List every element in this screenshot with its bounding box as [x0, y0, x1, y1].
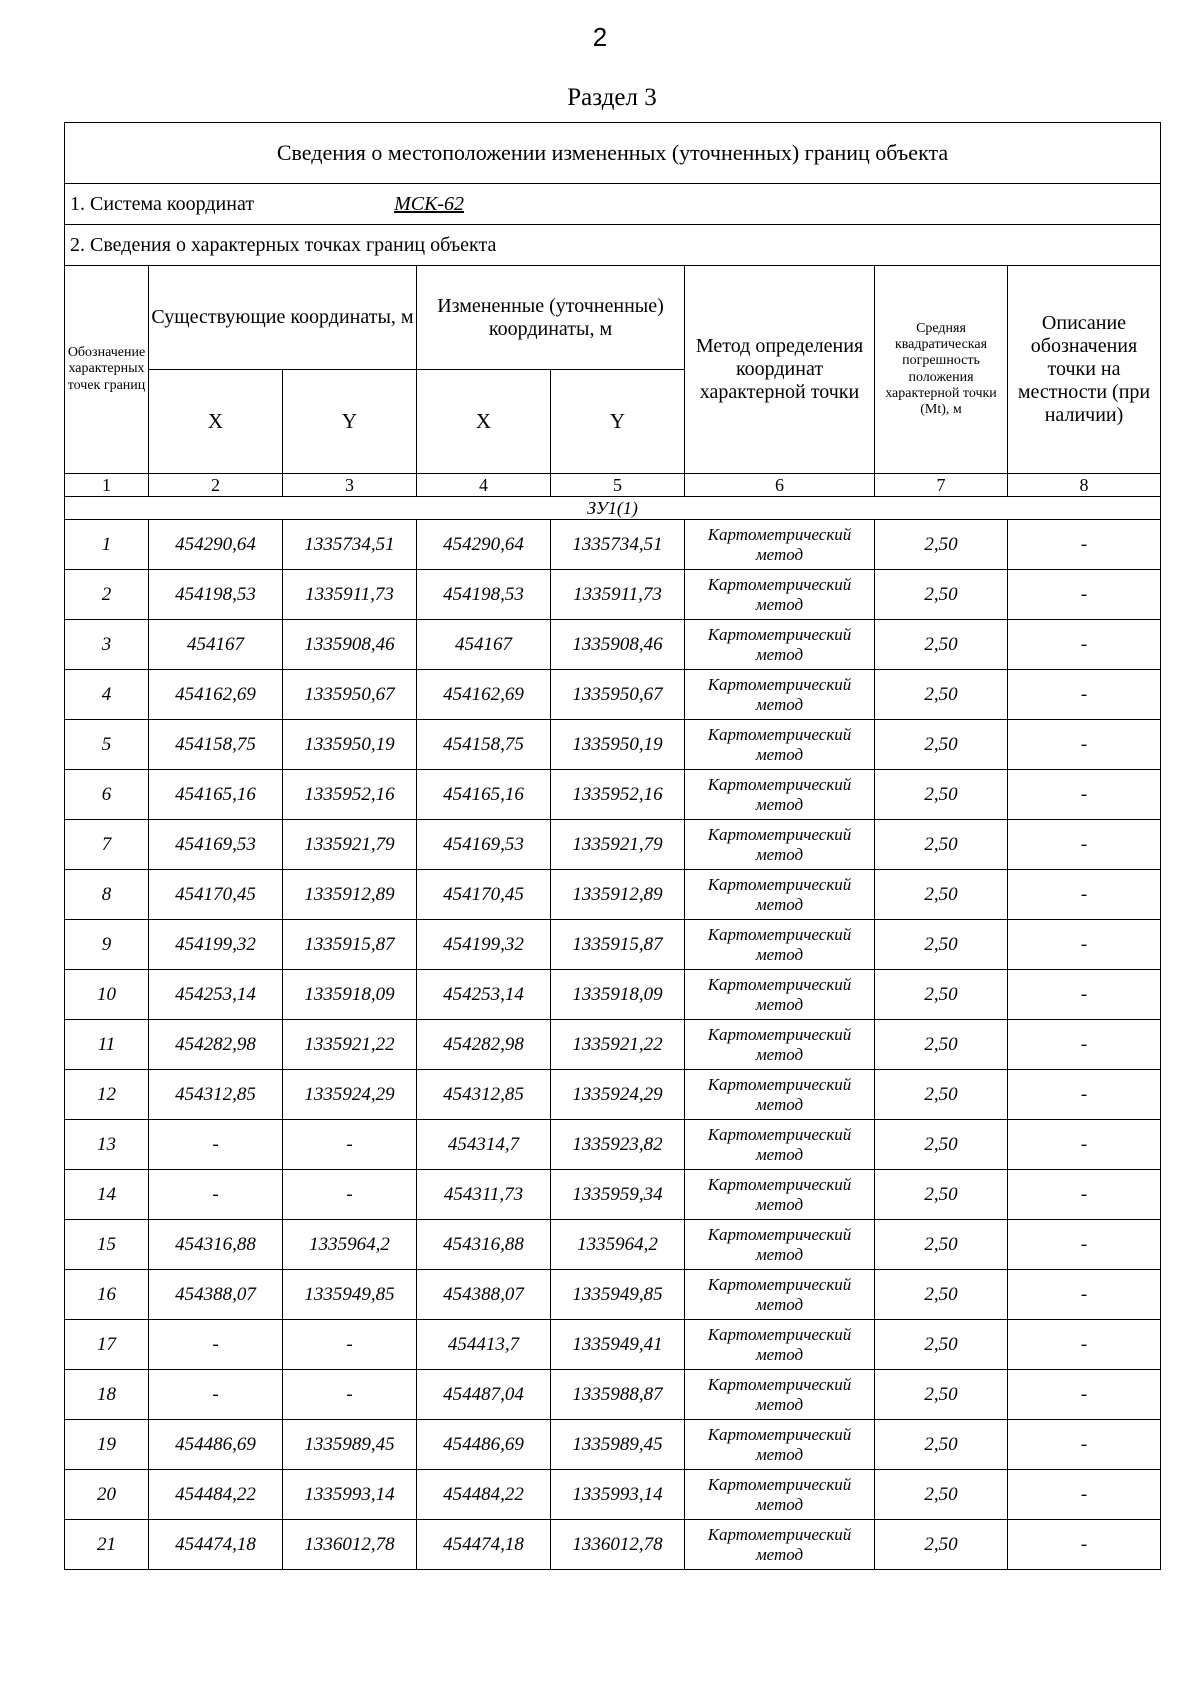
point-number-cell: 19: [65, 1420, 149, 1470]
point-description-cell: -: [1008, 920, 1161, 970]
coordinates-table: [64, 122, 1161, 1570]
mt-error-cell: 2,50: [875, 720, 1008, 770]
point-description-cell: -: [1008, 1120, 1161, 1170]
existing-y-cell: 1335915,87: [283, 920, 417, 970]
method-cell: Картометрический метод: [685, 1070, 875, 1120]
existing-y-cell: 1335964,2: [283, 1220, 417, 1270]
changed-x-cell: 454314,7: [417, 1120, 551, 1170]
mt-error-cell: 2,50: [875, 670, 1008, 720]
point-description-cell: -: [1008, 1170, 1161, 1220]
changed-y-cell: 1335924,29: [551, 1070, 685, 1120]
table-row: [65, 1220, 1161, 1270]
zone-label: ЗУ1(1): [65, 497, 1161, 520]
method-cell: Картометрический метод: [685, 970, 875, 1020]
changed-y-cell: 1335912,89: [551, 870, 685, 920]
existing-x-cell: 454198,53: [149, 570, 283, 620]
existing-y-cell: 1335921,79: [283, 820, 417, 870]
existing-y-cell: 1336012,78: [283, 1520, 417, 1570]
existing-x-cell: -: [149, 1170, 283, 1220]
existing-y-cell: 1335993,14: [283, 1470, 417, 1520]
method-cell: Картометрический метод: [685, 1170, 875, 1220]
col-number: 7: [875, 474, 1008, 497]
method-cell: Картометрический метод: [685, 520, 875, 570]
table-row: [65, 1470, 1161, 1520]
mt-error-cell: 2,50: [875, 1270, 1008, 1320]
point-description-cell: -: [1008, 1370, 1161, 1420]
point-number-cell: 1: [65, 520, 149, 570]
point-number-cell: 4: [65, 670, 149, 720]
changed-x-cell: 454158,75: [417, 720, 551, 770]
changed-x-cell: 454165,16: [417, 770, 551, 820]
existing-y-cell: 1335989,45: [283, 1420, 417, 1470]
header-point: Обозначение характерных точек границ: [65, 266, 149, 474]
changed-x-cell: 454199,32: [417, 920, 551, 970]
mt-error-cell: 2,50: [875, 520, 1008, 570]
changed-x-cell: 454474,18: [417, 1520, 551, 1570]
method-cell: Картометрический метод: [685, 620, 875, 670]
existing-y-cell: 1335911,73: [283, 570, 417, 620]
existing-x-cell: -: [149, 1370, 283, 1420]
col-number: 8: [1008, 474, 1161, 497]
existing-y-cell: 1335949,85: [283, 1270, 417, 1320]
col-number: 3: [283, 474, 417, 497]
method-cell: Картометрический метод: [685, 1420, 875, 1470]
col-number: 1: [65, 474, 149, 497]
existing-x-cell: 454316,88: [149, 1220, 283, 1270]
changed-y-cell: 1335915,87: [551, 920, 685, 970]
existing-x-cell: 454253,14: [149, 970, 283, 1020]
method-cell: Картометрический метод: [685, 1020, 875, 1070]
existing-y-cell: 1335918,09: [283, 970, 417, 1020]
changed-y-cell: 1335950,19: [551, 720, 685, 770]
method-cell: Картометрический метод: [685, 1520, 875, 1570]
point-number-cell: 21: [65, 1520, 149, 1570]
existing-y-cell: -: [283, 1370, 417, 1420]
changed-x-cell: 454170,45: [417, 870, 551, 920]
table-row: [65, 1420, 1161, 1470]
table-row: [65, 920, 1161, 970]
point-description-cell: -: [1008, 820, 1161, 870]
mt-error-cell: 2,50: [875, 1420, 1008, 1470]
col-number: 2: [149, 474, 283, 497]
table-row: [65, 820, 1161, 870]
existing-x-cell: 454165,16: [149, 770, 283, 820]
existing-y-cell: 1335952,16: [283, 770, 417, 820]
existing-y-cell: 1335912,89: [283, 870, 417, 920]
changed-x-cell: 454162,69: [417, 670, 551, 720]
point-description-cell: -: [1008, 1220, 1161, 1270]
header-existing-y: Y: [283, 370, 417, 474]
table-row: [65, 670, 1161, 720]
point-number-cell: 11: [65, 1020, 149, 1070]
changed-x-cell: 454311,73: [417, 1170, 551, 1220]
point-number-cell: 15: [65, 1220, 149, 1270]
table-row: [65, 1070, 1161, 1120]
method-cell: Картометрический метод: [685, 1370, 875, 1420]
point-number-cell: 13: [65, 1120, 149, 1170]
header-method: Метод определения координат характерной точки: [685, 266, 875, 474]
changed-y-cell: 1335964,2: [551, 1220, 685, 1270]
header-existing-x: X: [149, 370, 283, 474]
page-number: 2: [592, 22, 608, 52]
existing-y-cell: 1335950,67: [283, 670, 417, 720]
coord-system-value: МСК-62: [394, 192, 465, 215]
coord-system-row: [65, 184, 1161, 225]
method-cell: Картометрический метод: [685, 670, 875, 720]
existing-y-cell: 1335734,51: [283, 520, 417, 570]
header-error: Средняя квадратическая погрешность положения характерной точки (Mt), м: [875, 266, 1008, 474]
table-row: [65, 620, 1161, 670]
point-description-cell: -: [1008, 620, 1161, 670]
changed-y-cell: 1335911,73: [551, 570, 685, 620]
col-number: 5: [551, 474, 685, 497]
existing-x-cell: 454312,85: [149, 1070, 283, 1120]
points-heading: 2. Сведения о характерных точках границ объекта: [65, 225, 1161, 266]
changed-y-cell: 1335923,82: [551, 1120, 685, 1170]
existing-x-cell: 454486,69: [149, 1420, 283, 1470]
table-row: [65, 1370, 1161, 1420]
header-description: Описание обозначения точки на местности (при наличии): [1008, 266, 1161, 474]
mt-error-cell: 2,50: [875, 970, 1008, 1020]
mt-error-cell: 2,50: [875, 1470, 1008, 1520]
point-description-cell: -: [1008, 670, 1161, 720]
existing-y-cell: 1335908,46: [283, 620, 417, 670]
existing-y-cell: 1335950,19: [283, 720, 417, 770]
existing-x-cell: 454282,98: [149, 1020, 283, 1070]
table-row: [65, 770, 1161, 820]
point-description-cell: -: [1008, 1270, 1161, 1320]
changed-x-cell: 454169,53: [417, 820, 551, 870]
col-number: 4: [417, 474, 551, 497]
changed-y-cell: 1335952,16: [551, 770, 685, 820]
point-description-cell: -: [1008, 870, 1161, 920]
existing-x-cell: 454170,45: [149, 870, 283, 920]
point-description-cell: -: [1008, 1070, 1161, 1120]
changed-x-cell: 454487,04: [417, 1370, 551, 1420]
existing-x-cell: 454167: [149, 620, 283, 670]
point-number-cell: 16: [65, 1270, 149, 1320]
point-number-cell: 18: [65, 1370, 149, 1420]
existing-x-cell: 454290,64: [149, 520, 283, 570]
table-row: [65, 1120, 1161, 1170]
point-number-cell: 14: [65, 1170, 149, 1220]
mt-error-cell: 2,50: [875, 1320, 1008, 1370]
changed-x-cell: 454282,98: [417, 1020, 551, 1070]
point-number-cell: 17: [65, 1320, 149, 1370]
changed-x-cell: 454253,14: [417, 970, 551, 1020]
point-description-cell: -: [1008, 1020, 1161, 1070]
mt-error-cell: 2,50: [875, 1520, 1008, 1570]
table-row: [65, 1320, 1161, 1370]
existing-x-cell: 454162,69: [149, 670, 283, 720]
existing-y-cell: -: [283, 1320, 417, 1370]
header-changed-x: X: [417, 370, 551, 474]
changed-y-cell: 1335950,67: [551, 670, 685, 720]
column-numbers-row: [65, 474, 1161, 497]
changed-y-cell: 1335921,22: [551, 1020, 685, 1070]
changed-x-cell: 454198,53: [417, 570, 551, 620]
table-row: [65, 1520, 1161, 1570]
method-cell: Картометрический метод: [685, 1270, 875, 1320]
changed-y-cell: 1335921,79: [551, 820, 685, 870]
method-cell: Картометрический метод: [685, 1320, 875, 1370]
coord-system-label: 1. Система координат: [70, 192, 255, 215]
method-cell: Картометрический метод: [685, 570, 875, 620]
method-cell: Картометрический метод: [685, 820, 875, 870]
table-row: [65, 1020, 1161, 1070]
changed-y-cell: 1335959,34: [551, 1170, 685, 1220]
table-row: [65, 870, 1161, 920]
point-number-cell: 5: [65, 720, 149, 770]
existing-x-cell: 454169,53: [149, 820, 283, 870]
existing-y-cell: -: [283, 1170, 417, 1220]
method-cell: Картометрический метод: [685, 920, 875, 970]
mt-error-cell: 2,50: [875, 820, 1008, 870]
changed-x-cell: 454167: [417, 620, 551, 670]
changed-y-cell: 1335949,85: [551, 1270, 685, 1320]
existing-x-cell: -: [149, 1120, 283, 1170]
existing-y-cell: 1335924,29: [283, 1070, 417, 1120]
existing-x-cell: 454484,22: [149, 1470, 283, 1520]
table-row: [65, 720, 1161, 770]
method-cell: Картометрический метод: [685, 1220, 875, 1270]
point-description-cell: -: [1008, 1320, 1161, 1370]
changed-y-cell: 1335918,09: [551, 970, 685, 1020]
existing-y-cell: -: [283, 1120, 417, 1170]
changed-x-cell: 454413,7: [417, 1320, 551, 1370]
changed-x-cell: 454484,22: [417, 1470, 551, 1520]
changed-x-cell: 454312,85: [417, 1070, 551, 1120]
mt-error-cell: 2,50: [875, 620, 1008, 670]
col-number: 6: [685, 474, 875, 497]
point-number-cell: 12: [65, 1070, 149, 1120]
changed-y-cell: 1335734,51: [551, 520, 685, 570]
mt-error-cell: 2,50: [875, 1020, 1008, 1070]
changed-x-cell: 454316,88: [417, 1220, 551, 1270]
method-cell: Картометрический метод: [685, 870, 875, 920]
point-description-cell: -: [1008, 570, 1161, 620]
point-description-cell: -: [1008, 1520, 1161, 1570]
method-cell: Картометрический метод: [685, 770, 875, 820]
method-cell: Картометрический метод: [685, 720, 875, 770]
header-changed: Измененные (уточненные) координаты, м: [417, 266, 685, 370]
mt-error-cell: 2,50: [875, 570, 1008, 620]
point-number-cell: 8: [65, 870, 149, 920]
changed-x-cell: 454486,69: [417, 1420, 551, 1470]
changed-y-cell: 1335989,45: [551, 1420, 685, 1470]
table-row: [65, 1170, 1161, 1220]
point-number-cell: 6: [65, 770, 149, 820]
table-row: [65, 570, 1161, 620]
method-cell: Картометрический метод: [685, 1120, 875, 1170]
existing-x-cell: 454474,18: [149, 1520, 283, 1570]
point-description-cell: -: [1008, 1420, 1161, 1470]
existing-x-cell: 454388,07: [149, 1270, 283, 1320]
point-description-cell: -: [1008, 770, 1161, 820]
header-changed-y: Y: [551, 370, 685, 474]
changed-y-cell: 1335988,87: [551, 1370, 685, 1420]
table-caption: Сведения о местоположении измененных (уточненных) границ объекта: [65, 123, 1161, 184]
existing-x-cell: 454199,32: [149, 920, 283, 970]
point-number-cell: 7: [65, 820, 149, 870]
existing-x-cell: -: [149, 1320, 283, 1370]
mt-error-cell: 2,50: [875, 1070, 1008, 1120]
point-number-cell: 2: [65, 570, 149, 620]
existing-y-cell: 1335921,22: [283, 1020, 417, 1070]
changed-x-cell: 454388,07: [417, 1270, 551, 1320]
mt-error-cell: 2,50: [875, 1120, 1008, 1170]
changed-y-cell: 1335993,14: [551, 1470, 685, 1520]
table-row: [65, 520, 1161, 570]
mt-error-cell: 2,50: [875, 770, 1008, 820]
point-description-cell: -: [1008, 720, 1161, 770]
mt-error-cell: 2,50: [875, 870, 1008, 920]
point-number-cell: 3: [65, 620, 149, 670]
changed-y-cell: 1336012,78: [551, 1520, 685, 1570]
changed-x-cell: 454290,64: [417, 520, 551, 570]
changed-y-cell: 1335949,41: [551, 1320, 685, 1370]
point-number-cell: 10: [65, 970, 149, 1020]
mt-error-cell: 2,50: [875, 1220, 1008, 1270]
table-row: [65, 970, 1161, 1020]
point-number-cell: 9: [65, 920, 149, 970]
mt-error-cell: 2,50: [875, 1370, 1008, 1420]
point-description-cell: -: [1008, 970, 1161, 1020]
changed-y-cell: 1335908,46: [551, 620, 685, 670]
section-title: Раздел 3: [567, 84, 657, 111]
mt-error-cell: 2,50: [875, 920, 1008, 970]
mt-error-cell: 2,50: [875, 1170, 1008, 1220]
point-number-cell: 20: [65, 1470, 149, 1520]
method-cell: Картометрический метод: [685, 1470, 875, 1520]
point-description-cell: -: [1008, 1470, 1161, 1520]
header-existing: Существующие координаты, м: [149, 266, 417, 370]
point-description-cell: -: [1008, 520, 1161, 570]
table-row: [65, 1270, 1161, 1320]
existing-x-cell: 454158,75: [149, 720, 283, 770]
